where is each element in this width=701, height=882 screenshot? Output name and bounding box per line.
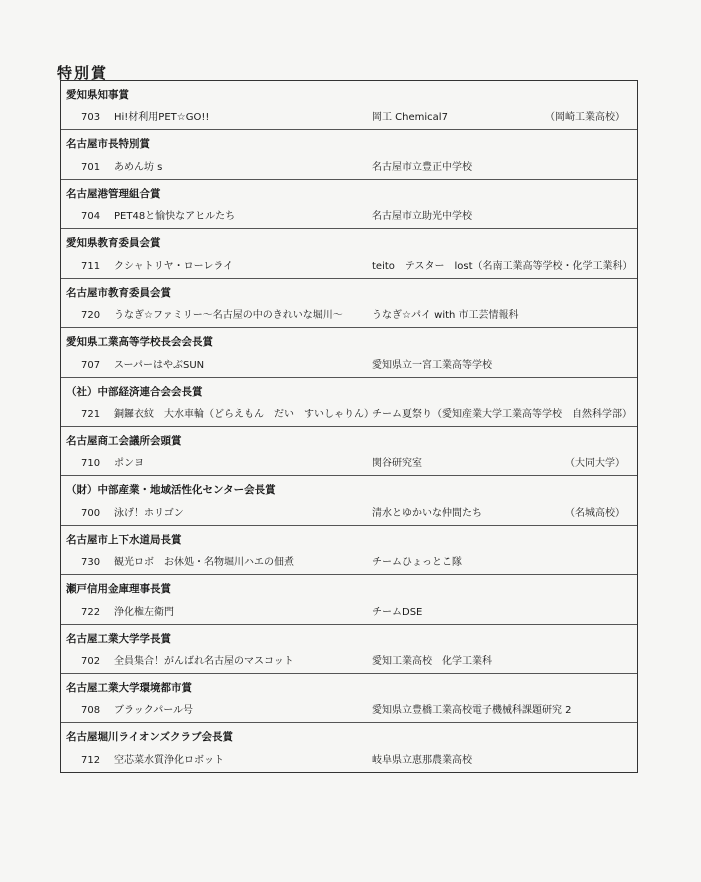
award-name: 名古屋堀川ライオンズクラブ会長賞 <box>66 731 234 744</box>
award-row <box>61 130 637 179</box>
award-name: 名古屋港管理組合賞 <box>66 187 161 200</box>
award-name: 名古屋市長特別賞 <box>66 138 150 151</box>
entry-number: 710 <box>81 458 101 470</box>
entry-number: 720 <box>81 310 101 322</box>
entry-school: （名城高校） <box>565 507 625 519</box>
award-name: 名古屋工業大学学長賞 <box>66 632 171 645</box>
entry-team: 清水とゆかいな仲間たち <box>372 507 482 519</box>
award-name: 愛知県知事賞 <box>66 89 129 101</box>
entry-title: Hi!材利用PET☆GO!! <box>114 112 210 124</box>
award-row <box>61 625 637 674</box>
award-row <box>61 180 637 229</box>
entry-number: 701 <box>81 161 101 173</box>
award-row <box>61 279 637 328</box>
entry-team: 愛知県立豊橋工業高校電子機械科課題研究 2 <box>372 705 572 717</box>
entry-team: 関谷研究室 <box>372 458 422 470</box>
award-row <box>61 723 637 771</box>
entry-title: 銅鑼衣紋 大水車輪（どらえもん だい すいしゃりん） <box>114 408 374 420</box>
entry-number: 721 <box>81 408 101 420</box>
entry-title: 全員集合！がんばれ名古屋のマスコット <box>114 656 294 668</box>
entry-team: 愛知県立一宮工業高等学校 <box>372 359 492 371</box>
award-row <box>61 378 637 427</box>
entry-school: （大同大学） <box>565 458 625 470</box>
page-title: 特別賞 <box>57 64 109 82</box>
entry-team: チームひょっとこ隊 <box>372 557 462 569</box>
entry-title: 浄化権左衛門 <box>114 606 174 618</box>
entry-team: 名古屋市立豊正中学校 <box>372 161 472 173</box>
entry-number: 712 <box>81 754 101 766</box>
entry-number: 708 <box>81 705 101 717</box>
award-row <box>61 674 637 723</box>
entry-school: （岡崎工業高校） <box>545 112 625 124</box>
award-name: 名古屋工業大学環境都市賞 <box>66 682 192 695</box>
entry-number: 707 <box>81 359 101 371</box>
entry-title: ポンヨ <box>114 458 144 470</box>
award-row <box>61 81 637 130</box>
award-row <box>61 476 637 525</box>
entry-number: 704 <box>81 211 101 223</box>
entry-number: 730 <box>81 557 101 569</box>
entry-title: クシャトリヤ・ローレライ <box>114 260 234 272</box>
entry-title: PET48と愉快なアヒルたち <box>114 211 236 223</box>
entry-number: 702 <box>81 656 101 668</box>
entry-title: あめん坊 s <box>114 161 163 173</box>
entry-team: 岐阜県立恵那農業高校 <box>372 754 472 766</box>
award-row <box>61 328 637 377</box>
entry-team: 名古屋市立助光中学校 <box>372 211 472 223</box>
entry-title: 泳げ！ホリゴン <box>114 507 184 519</box>
entry-number: 703 <box>81 112 101 124</box>
award-row <box>61 526 637 575</box>
entry-team: 愛知工業高校 化学工業科 <box>372 656 492 668</box>
entry-title: スーパーはやぶSUN <box>114 359 205 371</box>
entry-team: teito テスター lost（名南工業高等学校・化学工業科） <box>372 260 633 272</box>
award-name: 愛知県工業高等学校長会会長賞 <box>66 336 213 349</box>
award-name: 名古屋市上下水道局長賞 <box>66 533 182 546</box>
entry-title: うなぎ☆ファミリー～名古屋の中のきれいな堀川～ <box>114 310 343 322</box>
award-name: 名古屋市教育委員会賞 <box>66 286 171 299</box>
award-row <box>61 229 637 278</box>
entry-team: チーム夏祭り（愛知産業大学工業高等学校 自然科学部） <box>372 408 632 420</box>
award-name: 名古屋商工会議所会頭賞 <box>66 434 182 447</box>
award-row <box>61 427 637 476</box>
award-row <box>61 575 637 624</box>
award-name: 愛知県教育委員会賞 <box>66 237 161 250</box>
award-name: （財）中部産業・地域活性化センター会長賞 <box>66 484 276 497</box>
award-name: （社）中部経済連合会会長賞 <box>66 385 203 398</box>
entry-team: 岡工 Chemical7 <box>372 112 448 124</box>
entry-team: うなぎ☆パイ with 市工芸情報科 <box>372 310 519 322</box>
entry-title: ブラックパール号 <box>114 705 193 717</box>
entry-number: 711 <box>81 260 101 272</box>
entry-number: 722 <box>81 606 101 618</box>
entry-title: 観光ロボ お休処・名物堀川ハエの佃煮 <box>114 557 294 569</box>
entry-title: 空芯菜水質浄化ロボット <box>114 754 224 766</box>
award-name: 瀬戸信用金庫理事長賞 <box>66 583 171 596</box>
awards-table <box>60 80 638 773</box>
entry-team: チームDSE <box>372 606 423 618</box>
entry-number: 700 <box>81 507 101 519</box>
